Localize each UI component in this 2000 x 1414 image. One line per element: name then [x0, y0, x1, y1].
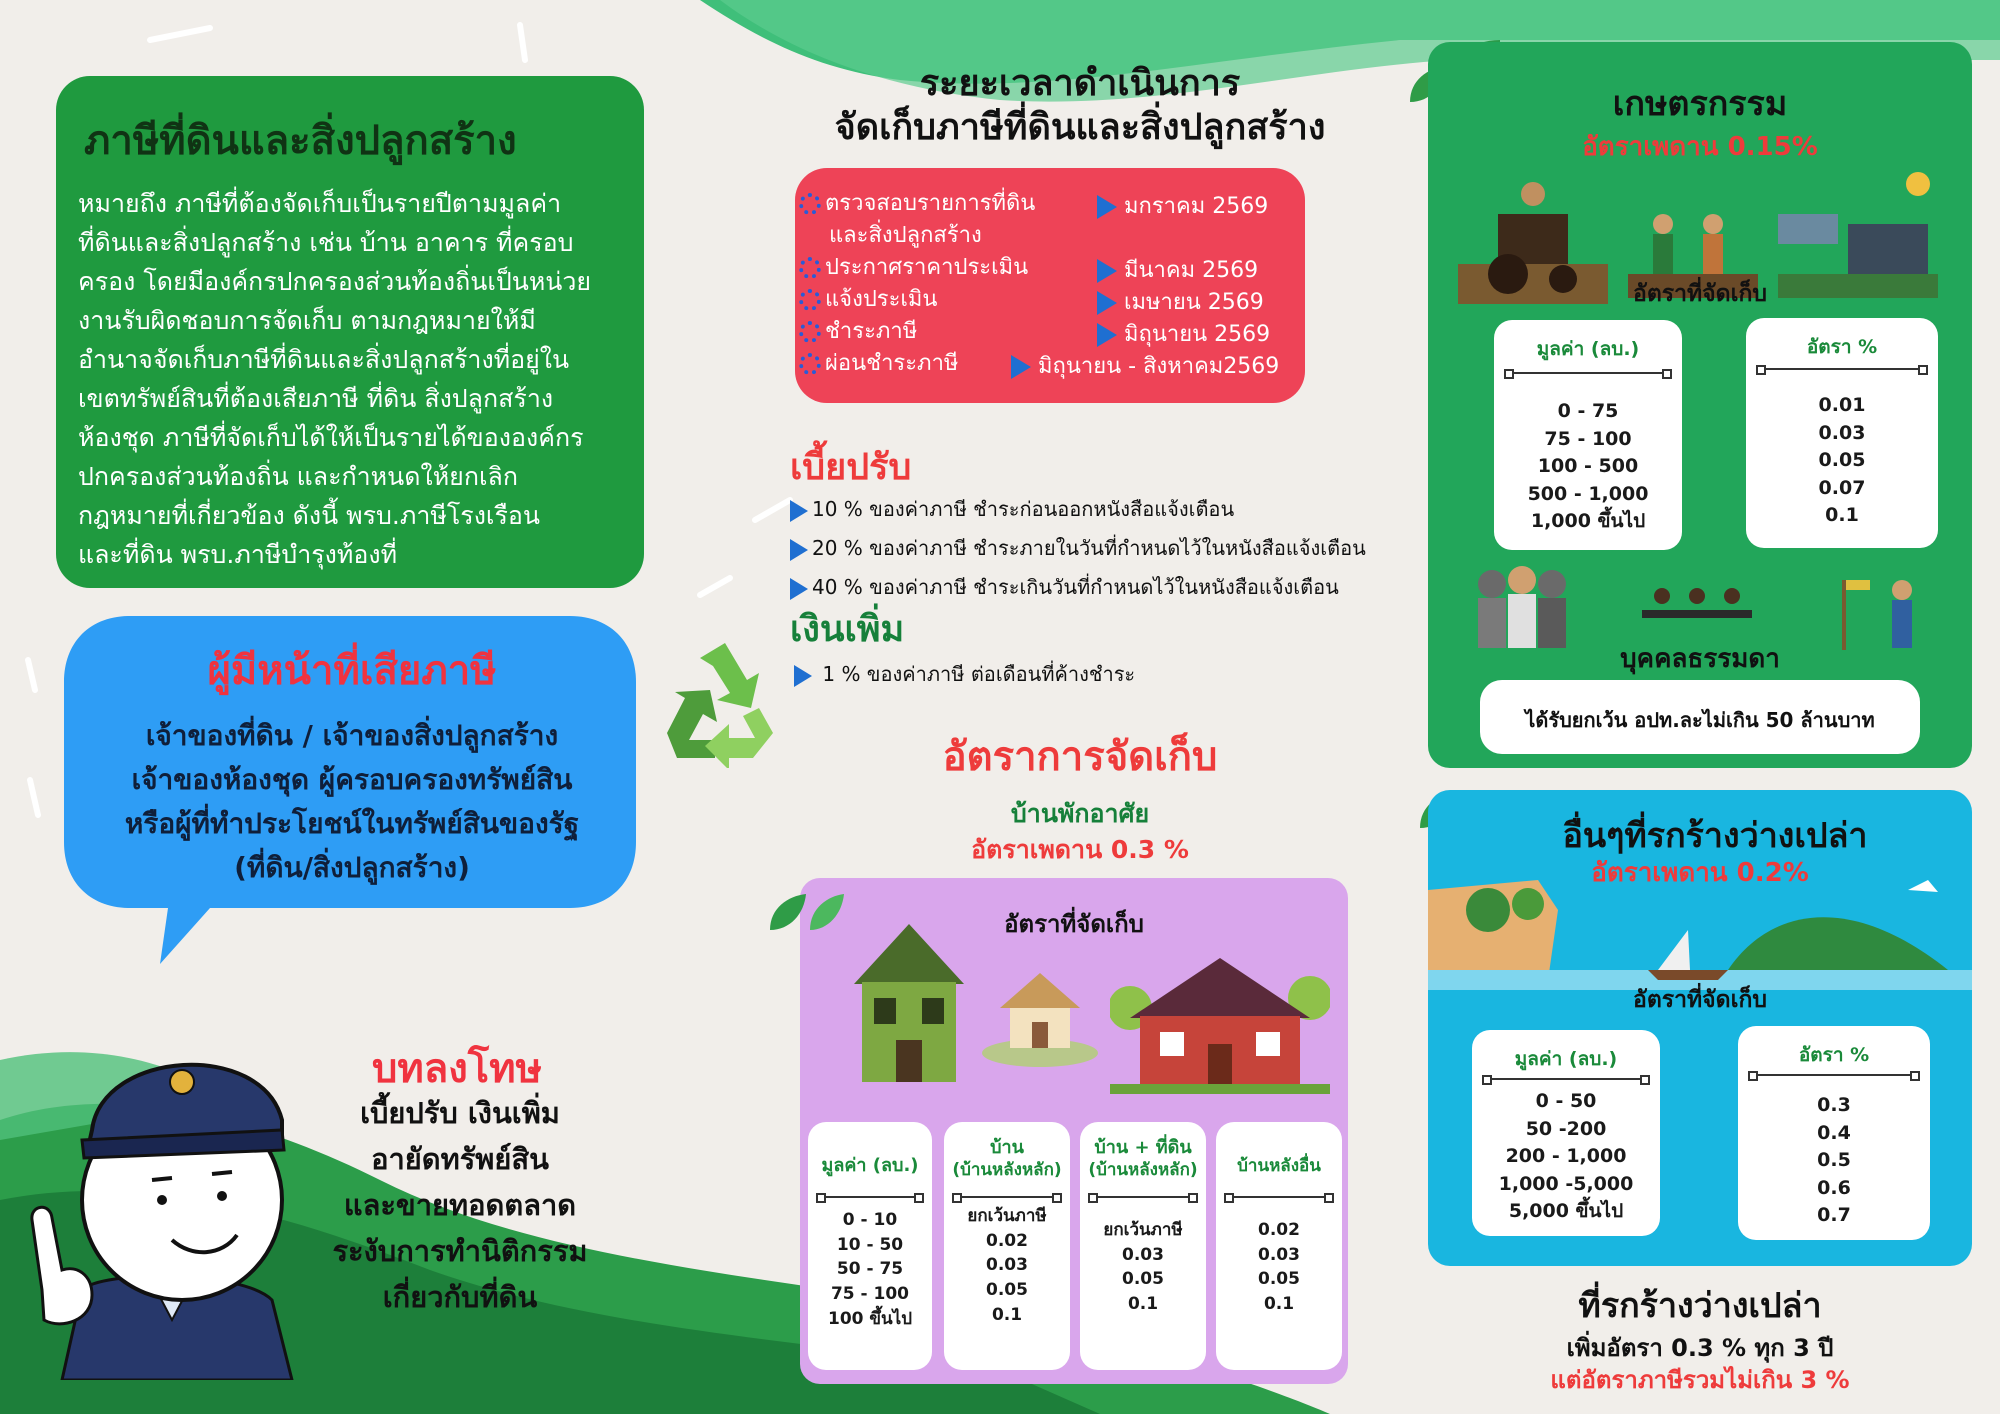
agriculture-title: เกษตรกรรม: [1612, 84, 1788, 124]
schedule-item-label: แจ้งประเมิน: [825, 287, 938, 312]
person-label: บุคคลธรรมดา: [1620, 644, 1780, 674]
divider: [1508, 372, 1668, 374]
divider: [956, 1196, 1058, 1198]
intro-line: ห้องชุด ภาษีที่จัดเก็บได้ให้เป็นรายได้ขององค์กร: [78, 423, 584, 452]
arrow-right-icon: [790, 539, 808, 561]
fine-item: 40 % ของค่าภาษี ชำระเกินวันที่กำหนดไว้ในหนังสือแจ้งเตือน: [790, 568, 1366, 607]
column-header: มูลค่า (ลบ.): [1536, 338, 1640, 360]
other-title: อื่นๆที่รกร้างว่างเปล่า: [1562, 816, 1868, 856]
island-illustration: [1428, 870, 1972, 990]
divider: [1228, 1196, 1330, 1198]
agriculture-rate-panel: [1746, 318, 1938, 548]
fines-list: [790, 490, 1366, 607]
other-rates-label: อัตราที่จัดเก็บ: [1633, 987, 1767, 1013]
schedule-dates: [1097, 188, 1270, 348]
intro-line: ที่ดินและสิ่งปลูกสร้าง เช่น บ้าน อาคาร ที่ครอบ: [78, 228, 574, 257]
vacant-title: ที่รกร้างว่างเปล่า: [1578, 1286, 1822, 1326]
penalty-line: เบี้ยปรับ เงินเพิ่ม: [360, 1096, 560, 1130]
agriculture-value-panel: [1494, 320, 1682, 550]
penalty-line: ระงับการทำนิติกรรม: [332, 1234, 588, 1268]
fines-title: เบี้ยปรับ: [790, 447, 912, 488]
intro-line: ครอง โดยมีองค์กรปกครองส่วนท้องถิ่นเป็นหน่วย: [78, 267, 592, 296]
taxpayer-body: [64, 714, 640, 890]
other-value-panel: [1472, 1030, 1660, 1236]
column-values: 0.02 0.03 0.05 0.1: [1258, 1220, 1300, 1314]
schedule-item-cont: และสิ่งปลูกสร้าง: [829, 223, 982, 248]
schedule-item-label: ประกาศราคาประเมิน: [825, 255, 1029, 280]
arrow-right-icon: [1011, 355, 1031, 379]
taxpayer-title: ผู้มีหน้าที่เสียภาษี: [207, 648, 497, 694]
agriculture-card: [1428, 42, 1972, 768]
surcharge-item: 1 % ของค่าภาษี ต่อเดือนที่ค้างชำระ: [794, 658, 1135, 690]
schedule-date: มิถุนายน 2569: [1124, 322, 1271, 347]
gear-icon: [799, 321, 821, 343]
taxpayer-line: เจ้าของห้องชุด ผู้ครอบครองทรัพย์สิน: [131, 763, 573, 796]
schedule-list: [799, 188, 1035, 380]
arrow-right-icon: [1097, 291, 1117, 315]
intro-title: ภาษีที่ดินและสิ่งปลูกสร้าง: [84, 118, 517, 164]
gear-icon: [799, 193, 821, 215]
intro-line: หมายถึง ภาษีที่ต้องจัดเก็บเป็นรายปีตามมูลค่า: [78, 189, 562, 218]
schedule-item: [799, 316, 1035, 348]
schedule-item: [799, 348, 1035, 380]
schedule-date: มิถุนายน - สิงหาคม2569: [1038, 354, 1280, 379]
collection-title: อัตราการจัดเก็บ: [942, 734, 1218, 780]
intro-card: [56, 76, 644, 588]
intro-line: ปกครองส่วนท้องถิ่น และกำหนดให้ยกเลิก: [78, 462, 518, 491]
gear-icon: [799, 257, 821, 279]
column-header-sub: (บ้านหลังหลัก): [1088, 1160, 1198, 1180]
divider: [1092, 1196, 1194, 1198]
schedule-date-row: [1097, 316, 1270, 348]
house-illustration: [844, 914, 974, 1084]
arrow-right-icon: [1097, 323, 1117, 347]
rate-column-value: [808, 1122, 932, 1370]
other-rate-panel: [1738, 1026, 1930, 1240]
intro-line: เขตทรัพย์สินที่ต้องเสียภาษี ที่ดิน สิ่งปลูกสร้าง: [78, 384, 554, 413]
vacant-line2: แต่อัตราภาษีรวมไม่เกิน 3 %: [1550, 1366, 1850, 1394]
intro-body: [78, 184, 638, 574]
schedule-date-row: [1097, 284, 1270, 316]
column-values: 0 - 75 75 - 100 100 - 500 500 - 1,000 1,000 ขึ้นไป: [1527, 400, 1649, 533]
column-header: อัตรา %: [1806, 336, 1878, 358]
arrow-right-icon: [1097, 259, 1117, 283]
penalty-line: เกี่ยวกับที่ดิน: [382, 1280, 538, 1314]
penalty-line: อายัดทรัพย์สิน: [371, 1142, 549, 1176]
column-header: มูลค่า (ลบ.): [821, 1155, 919, 1176]
arrow-right-icon: [1097, 195, 1117, 219]
schedule-date-row: [1097, 252, 1270, 284]
schedule-date-row: [1011, 348, 1279, 383]
intro-line: กฎหมายที่เกี่ยวข้อง ดังนี้ พรบ.ภาษีโรงเรือน: [78, 501, 541, 530]
residential-card: [800, 878, 1348, 1384]
divider: [1752, 1074, 1916, 1076]
schedule-title-line2: จัดเก็บภาษีที่ดินและสิ่งปลูกสร้าง: [834, 107, 1326, 148]
rate-column-main-house: [944, 1122, 1070, 1370]
residential-label: บ้านพักอาศัย: [1010, 799, 1150, 828]
surcharge-title: เงินเพิ่ม: [790, 609, 905, 650]
schedule-date: มกราคม 2569: [1124, 194, 1269, 219]
schedule-item-label: ผ่อนชำระภาษี: [825, 351, 959, 376]
residential-rates-label: อัตราที่จัดเก็บ: [1004, 910, 1144, 938]
cottage-illustration: [980, 958, 1100, 1068]
divider: [1486, 1078, 1646, 1080]
column-values: 0 - 50 50 -200 200 - 1,000 1,000 -5,000 5,000 ขึ้นไป: [1498, 1090, 1634, 1223]
rate-column-house-land: [1080, 1122, 1206, 1370]
column-header: มูลค่า (ลบ.): [1514, 1048, 1618, 1070]
agriculture-ceiling: อัตราเพดาน 0.15%: [1582, 132, 1818, 162]
intro-line: และที่ดิน พรบ.ภาษีบำรุงท้องที่: [78, 540, 398, 569]
schedule-date: เมษายน 2569: [1124, 290, 1264, 315]
leaf-icon: [766, 890, 846, 936]
schedule-title-line1: ระยะเวลาดำเนินการ: [919, 63, 1241, 104]
column-header: บ้านหลังอื่น: [1237, 1156, 1321, 1176]
other-ceiling: อัตราเพดาน 0.2%: [1591, 858, 1809, 888]
penalty-body: [270, 1090, 650, 1320]
schedule-item-label: ตรวจสอบรายการที่ดิน: [825, 191, 1036, 216]
taxpayer-line: เจ้าของที่ดิน / เจ้าของสิ่งปลูกสร้าง: [145, 719, 559, 752]
schedule-date-row: [1097, 188, 1270, 252]
red-house-illustration: [1110, 948, 1330, 1098]
schedule-item: [799, 284, 1035, 316]
divider: [820, 1196, 920, 1198]
other-card: [1428, 790, 1972, 1266]
taxpayer-line: หรือผู้ที่ทำประโยชน์ในทรัพย์สินของรัฐ: [124, 807, 580, 840]
penalty-line: และขายทอดตลาด: [343, 1188, 577, 1222]
schedule-item-label: ชำระภาษี: [825, 319, 918, 344]
column-header: อัตรา %: [1798, 1044, 1870, 1066]
exemption-text: ได้รับยกเว้น อปท.ละไม่เกิน 50 ล้านบาท: [1525, 708, 1875, 732]
schedule-item: [799, 252, 1035, 284]
residential-ceiling: อัตราเพดาน 0.3 %: [971, 835, 1189, 864]
fine-item: 20 % ของค่าภาษี ชำระภายในวันที่กำหนดไว้ในหนังสือแจ้งเตือน: [790, 529, 1366, 568]
column-header-sub: (บ้านหลังหลัก): [952, 1160, 1062, 1180]
gear-icon: [799, 353, 821, 375]
divider: [1760, 368, 1924, 370]
recycle-icon: [655, 638, 785, 768]
schedule-title: [760, 62, 1400, 150]
fine-item: 10 % ของค่าภาษี ชำระก่อนออกหนังสือแจ้งเตือน: [790, 490, 1366, 529]
schedule-card: [795, 168, 1305, 403]
exemption-box: [1480, 680, 1920, 754]
taxpayer-line: (ที่ดิน/สิ่งปลูกสร้าง): [234, 851, 470, 884]
column-values: 0.01 0.03 0.05 0.07 0.1: [1818, 394, 1866, 527]
column-header: บ้าน: [990, 1137, 1024, 1158]
intro-line: งานรับผิดชอบการจัดเก็บ ตามกฎหมายให้มี: [78, 306, 536, 335]
schedule-item: [799, 188, 1035, 220]
intro-line: อำนาจจัดเก็บภาษีที่ดินและสิ่งปลูกสร้างที่อยู่ใน: [78, 345, 570, 374]
agriculture-rates-label: อัตราที่จัดเก็บ: [1633, 281, 1767, 307]
rate-column-other-house: [1216, 1122, 1342, 1370]
gear-icon: [799, 289, 821, 311]
column-values: ยกเว้นภาษี 0.03 0.05 0.1: [1103, 1220, 1183, 1314]
vacant-line1: เพิ่มอัตรา 0.3 % ทุก 3 ปี: [1566, 1334, 1834, 1362]
arrow-right-icon: [790, 500, 808, 522]
arrow-right-icon: [790, 578, 808, 600]
column-values: ยกเว้นภาษี 0.02 0.03 0.05 0.1: [967, 1206, 1047, 1325]
column-values: 0 - 10 10 - 50 50 - 75 75 - 100 100 ขึ้นไป: [828, 1210, 912, 1329]
column-header: บ้าน + ที่ดิน: [1094, 1137, 1192, 1158]
penalty-title: บทลงโทษ: [372, 1046, 543, 1092]
column-values: 0.3 0.4 0.5 0.6 0.7: [1817, 1094, 1851, 1227]
schedule-date: มีนาคม 2569: [1124, 258, 1259, 283]
arrow-right-icon: [794, 665, 812, 687]
